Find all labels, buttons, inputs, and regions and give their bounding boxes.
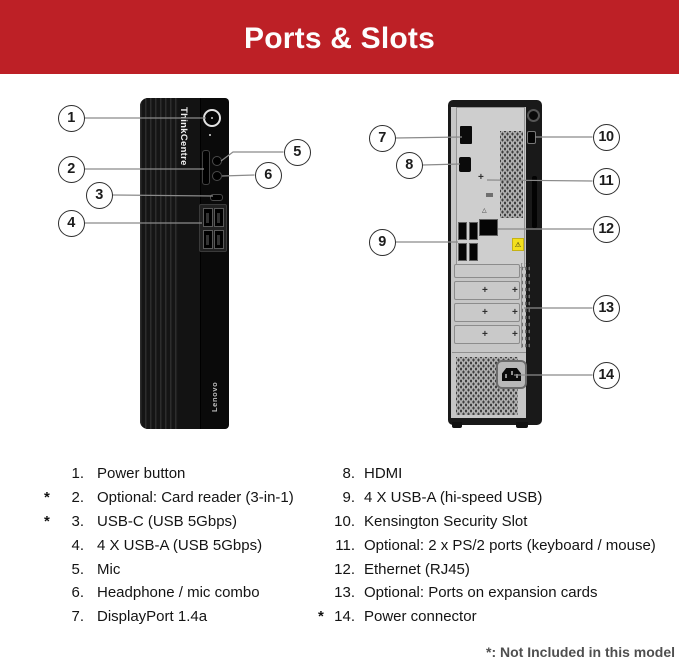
legend-number: 1. [71, 465, 84, 483]
mic-jack [212, 156, 222, 166]
power-button [203, 109, 221, 127]
front-view-tower [140, 98, 228, 429]
lenovo-badge: Lenovo [210, 381, 219, 412]
legend-label: 4 X USB-A (USB 5Gbps) [97, 536, 263, 554]
rear-usb-a-port [469, 243, 478, 261]
footnote: *: Not Included in this model [486, 644, 675, 660]
legend-item [318, 510, 656, 534]
callout-9: 9 [369, 229, 396, 256]
callout-12: 12 [593, 216, 620, 243]
legend-number: 2. [71, 489, 84, 507]
slot-screw: + [482, 284, 488, 296]
c14-inlet [502, 368, 521, 381]
legend-left-column [44, 462, 294, 629]
legend-item [318, 557, 656, 581]
legend-label: Kensington Security Slot [364, 512, 528, 530]
legend-item [44, 581, 294, 605]
callout-5: 5 [284, 139, 311, 166]
legend-label: Optional: 2 x PS/2 ports (keyboard / mouse) [364, 536, 656, 554]
rear-usb-a-port [458, 243, 467, 261]
legend-number: 11. [335, 536, 355, 554]
triangle-marking: △ [482, 208, 487, 214]
legend-label: Ethernet (RJ45) [364, 560, 470, 578]
side-panel-slot [532, 176, 537, 228]
headphone-jack [212, 171, 222, 181]
callout-2: 2 [58, 156, 85, 183]
front-ridged-panel [140, 98, 178, 429]
legend-number: 4. [71, 536, 84, 554]
tower-foot [516, 422, 528, 428]
slot-screw: + [482, 328, 488, 340]
legend-number: 5. [71, 560, 84, 578]
psu-divider [452, 352, 526, 353]
legend-item [44, 605, 294, 629]
page-title: Ports & Slots [244, 22, 435, 55]
slot-screw: + [512, 328, 518, 340]
footnote-star: * [318, 608, 324, 626]
slot-screw: + [482, 306, 488, 318]
legend-item [318, 486, 656, 510]
callout-8: 8 [396, 152, 423, 179]
slot-screw: + [512, 284, 518, 296]
callout-4: 4 [58, 210, 85, 237]
thumbscrew [527, 109, 540, 122]
callout-11: 11 [593, 168, 620, 195]
callout-10: 10 [593, 124, 620, 151]
displayport-port [460, 126, 472, 144]
legend-label: Optional: Card reader (3-in-1) [97, 489, 294, 507]
callout-14: 14 [593, 362, 620, 389]
warning-icon: ⚠ [512, 238, 524, 251]
panel-marking [486, 193, 493, 197]
expansion-slot-cover [454, 264, 520, 278]
legend-item [318, 605, 656, 629]
thinkcentre-logo: ThinkCentre [178, 107, 189, 166]
legend-number: 9. [342, 489, 355, 507]
rear-vent [500, 131, 523, 218]
footnote-star: * [44, 512, 50, 530]
callout-6: 6 [255, 162, 282, 189]
usb-a-port [214, 208, 224, 227]
legend-item [44, 557, 294, 581]
rear-usb-a-port [458, 222, 467, 240]
usb-a-port [214, 230, 224, 249]
legend-label: Mic [97, 560, 121, 578]
legend-number: 13. [334, 584, 355, 602]
power-led [209, 134, 211, 136]
legend-label: DisplayPort 1.4a [97, 608, 208, 626]
legend-item [44, 462, 294, 486]
legend-number: 8. [342, 465, 355, 483]
callout-3: 3 [86, 182, 113, 209]
expansion-slot-cover [454, 325, 520, 344]
legend-item [318, 533, 656, 557]
usb-c-port [210, 194, 223, 201]
callout-1: 1 [58, 105, 85, 132]
legend-item [318, 462, 656, 486]
legend-number: 6. [71, 584, 84, 602]
legend-label: Optional: Ports on expansion cards [364, 584, 598, 602]
header-banner [0, 0, 679, 74]
usb-a-port [203, 230, 213, 249]
power-connector [496, 360, 527, 389]
footnote-star: * [44, 489, 50, 507]
rear-usb-a-port [469, 222, 478, 240]
callout-7: 7 [369, 125, 396, 152]
legend-item [44, 486, 294, 510]
legend-label: 4 X USB-A (hi-speed USB) [364, 489, 543, 507]
hdmi-port [459, 157, 471, 172]
front-usb-a-block [199, 204, 227, 252]
callout-13: 13 [593, 295, 620, 322]
legend-label: HDMI [364, 465, 403, 483]
ps2-knockout-screw: + [478, 172, 484, 183]
legend-right-column [318, 462, 656, 629]
expansion-slot-cover [454, 303, 520, 322]
expansion-slot-cover [454, 281, 520, 300]
legend-label: Headphone / mic combo [97, 584, 260, 602]
legend-number: 3. [71, 512, 84, 530]
legend-number: 7. [71, 608, 84, 626]
usb-a-port [203, 208, 213, 227]
legend-number: 10. [334, 512, 355, 530]
legend-label: USB-C (USB 5Gbps) [97, 512, 238, 530]
legend-number: 12. [334, 560, 355, 578]
kensington-security-slot [527, 131, 536, 144]
legend-item [318, 581, 656, 605]
tower-foot [452, 422, 462, 428]
legend-label: Power button [97, 465, 186, 483]
card-reader-slot [202, 150, 210, 185]
legend-label: Power connector [364, 608, 477, 626]
legend-item [44, 533, 294, 557]
back-view-tower [448, 100, 542, 425]
legend-number: 14. [334, 608, 355, 626]
ethernet-port [479, 219, 498, 236]
legend-item [44, 510, 294, 534]
slot-screw: + [512, 306, 518, 318]
slot-retention-rail [521, 263, 531, 348]
